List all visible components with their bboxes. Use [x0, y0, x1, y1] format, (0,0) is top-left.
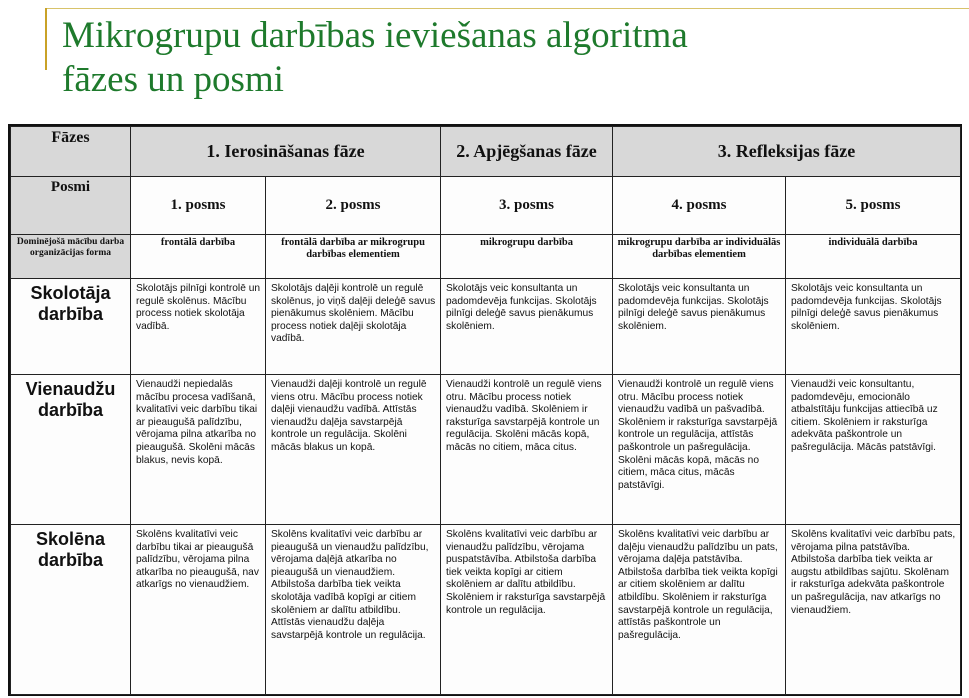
peer-activity-stage-2: Vienaudži daļēji kontrolē un regulē viens otru. Mācību process notiek daļēji vienaudžu vadībā. Attīstās vienaudžu daļēja savstarpējā kontrole un regulācija. Skolēni mācās blakus un kopā. — [266, 375, 441, 525]
phase-1-header: 1. Ierosināšanas fāze — [131, 127, 441, 177]
peer-activity-stage-5: Vienaudži veic konsultantu, padomdevēju, emocionālo atbalstītāju funkcijas attiecībā uz citiem. Skolēniem ir raksturīga adekvāta paškontrole un pašregulācija. Mācās patstāvīgi. — [786, 375, 961, 525]
phase-header-row — [11, 127, 961, 177]
student-activity-row — [11, 525, 961, 695]
student-activity-stage-1: Skolēns kvalitatīvi veic darbību tikai ar pieaugušā palīdzību, vērojama pilna atkarība no pieaugušā, nav atkarīgs no vienaudžiem. — [131, 525, 266, 695]
peer-activity-label: Vienaudžu darbība — [11, 375, 131, 525]
peer-activity-stage-1: Vienaudži nepiedalās mācību procesa vadīšanā, kvalitatīvi veic darbību tikai ar pieaugušā palīdzību, vērojama pilna atkarība no pieaugušā. Skolēni mācās blakus, nevis kopā. — [131, 375, 266, 525]
phases-table — [10, 126, 961, 695]
student-activity-stage-2: Skolēns kvalitatīvi veic darbību ar pieaugušā un vienaudžu palīdzību, vērojama daļējā atkarība no pieaugušā un vienaudžiem. Atbilstoša darbība tiek veikta skolotāja vadībā kopīgi ar citiem skolēniem ar dalītu atbildību. Attīstās vienaudžu daļēja savstarpējā kontrole un regulācija. — [266, 525, 441, 695]
org-form-3: mikrogrupu darbība — [441, 235, 613, 279]
stage-1: 1. posms — [131, 177, 266, 235]
org-form-1: frontālā darbība — [131, 235, 266, 279]
teacher-activity-stage-5: Skolotājs veic konsultanta un padomdevēja funkcijas. Skolotājs pilnīgi deleģē savus pienākumus skolēniem. — [786, 279, 961, 375]
teacher-activity-row — [11, 279, 961, 375]
page-title — [62, 14, 688, 102]
stage-2: 2. posms — [266, 177, 441, 235]
student-activity-label: Skolēna darbība — [11, 525, 131, 695]
peer-activity-stage-4: Vienaudži kontrolē un regulē viens otru. Mācību process notiek vienaudžu vadībā un pašvadībā. Skolēniem ir raksturīga savstarpējā kontrole un regulācija, attīstās paškontrole un pašregulācija. Skolēni mācās kopā, mācās no citiem, māca citus, mācās patstāvīgi. — [613, 375, 786, 525]
student-activity-stage-3: Skolēns kvalitatīvi veic darbību ar vienaudžu palīdzību, vērojama puspatstāvība. Atbilstoša darbība tiek veikta kopīgi ar citiem skolēniem ar dalītu atbildību. Skolēniem ir raksturīga savstarpējā kontrole un regulācija. — [441, 525, 613, 695]
phase-2-header: 2. Apjēgšanas fāze — [441, 127, 613, 177]
student-activity-stage-4: Skolēns kvalitatīvi veic darbību ar daļēju vienaudžu palīdzību un pats, vērojama daļēja patstāvība. Atbilstoša darbība tiek veikta kopīgi ar citiem skolēniem ar dalītu atbildību. Skolēniem ir raksturīga savstarpējā kontrole un regulācija, attīstās paškontrole un pašregulācija. — [613, 525, 786, 695]
phase-3-header: 3. Refleksijas fāze — [613, 127, 961, 177]
teacher-activity-stage-1: Skolotājs pilnīgi kontrolē un regulē skolēnus. Mācību process notiek skolotāja vadībā. — [131, 279, 266, 375]
phases-label: Fāzes — [11, 127, 131, 177]
title-accent-top — [47, 8, 969, 9]
teacher-activity-stage-4: Skolotājs veic konsultanta un padomdevēja funkcijas. Skolotājs pilnīgi deleģē savus pienākumus skolēniem. — [613, 279, 786, 375]
org-form-row — [11, 235, 961, 279]
title-accent-line — [45, 8, 47, 70]
peer-activity-stage-3: Vienaudži kontrolē un regulē viens otru. Mācību process notiek vienaudžu vadībā. Skolēniem ir raksturīga savstarpējā kontrole un regulācija. Skolēni mācās kopā, mācās no citiem, māca citus. — [441, 375, 613, 525]
teacher-activity-stage-2: Skolotājs daļēji kontrolē un regulē skolēnus, jo viņš daļēji deleģē savus pienākumus skolēniem. Mācību process notiek daļēji skolotāja vadībā. — [266, 279, 441, 375]
title-line-1: Mikrogrupu darbības ieviešanas algoritma — [62, 15, 688, 56]
org-form-label: Dominējošā mācību darba organizācijas forma — [11, 235, 131, 279]
scanned-table-sheet — [8, 124, 962, 696]
teacher-activity-stage-3: Skolotājs veic konsultanta un padomdevēja funkcijas. Skolotājs pilnīgi deleģē savus pienākumus skolēniem. — [441, 279, 613, 375]
teacher-activity-label: Skolotāja darbība — [11, 279, 131, 375]
stage-3: 3. posms — [441, 177, 613, 235]
org-form-5: individuālā darbība — [786, 235, 961, 279]
stages-label: Posmi — [11, 177, 131, 235]
stage-header-row — [11, 177, 961, 235]
org-form-2: frontālā darbība ar mikrogrupu darbības elementiem — [266, 235, 441, 279]
title-line-2: fāzes un posmi — [62, 59, 284, 100]
peer-activity-row — [11, 375, 961, 525]
org-form-4: mikrogrupu darbība ar individuālās darbības elementiem — [613, 235, 786, 279]
stage-4: 4. posms — [613, 177, 786, 235]
stage-5: 5. posms — [786, 177, 961, 235]
student-activity-stage-5: Skolēns kvalitatīvi veic darbību pats, vērojama pilna patstāvība. Atbilstoša darbība tiek veikta ar augstu atbildības sajūtu. Skolēnam ir raksturīga adekvāta paškontrole un pašregulācija, nav atkarīgs no vienaudžiem. — [786, 525, 961, 695]
